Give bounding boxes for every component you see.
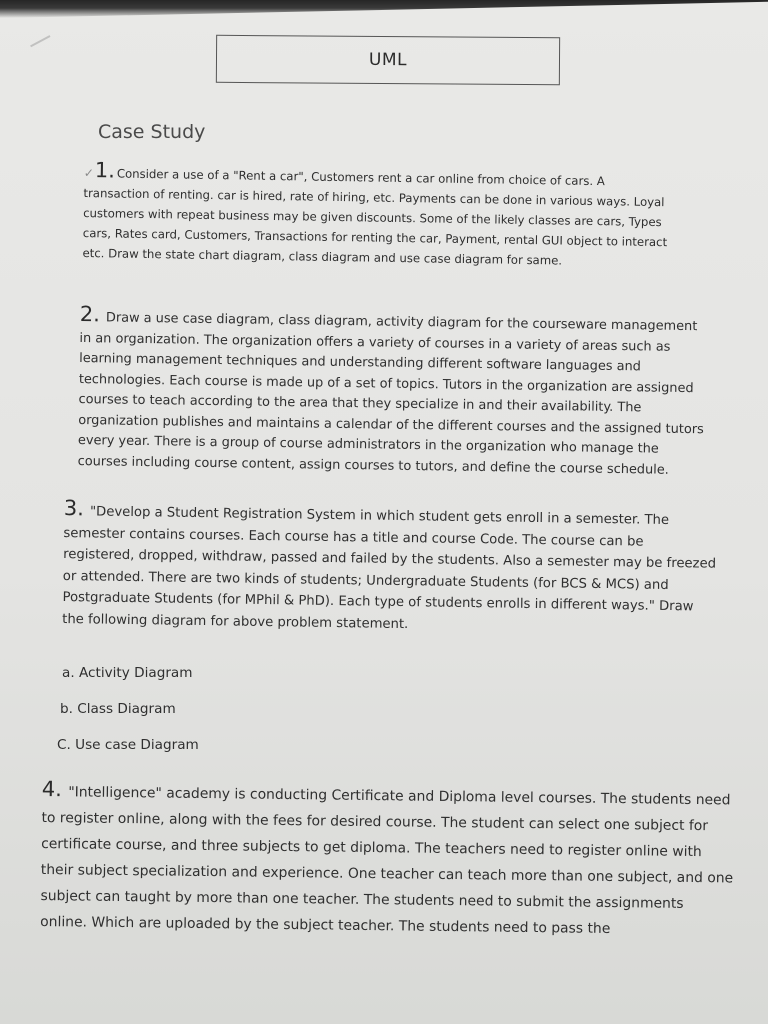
document-title: UML [368,49,408,71]
question-number: 3. [63,496,85,521]
list-item: b. Class Diagram [60,701,176,717]
question-4 [40,776,736,943]
question-2 [78,304,706,481]
checkmark-icon: ✓ [83,165,94,181]
list-item: a. Activity Diagram [62,665,193,681]
question-text: Consider a use of a "Rent a car", Customers rent a car online from choice of cars. A transaction of renting. car is hired, rate of hiring, etc. Payments can be done in various ways. Loyal customers with repeat business may be given discounts. Some of the likely classes are cars, Types cars, Rates card, Customers, Transactions for renting the car, Payment, rental GUI object to interact etc. Draw the state chart diagram, class diagram and use case diagram for same. [82,166,668,268]
question-1 [82,160,670,272]
question-number: 2. [79,302,101,327]
list-item: C. Use case Diagram [57,737,199,753]
top-edge-shadow [0,0,768,18]
question-number: 4. [41,776,63,802]
question-text: "Develop a Student Registration System in which student gets enroll in a semester. The semester contains courses. Each course has a title and course Code. The course can be registered, dropped, withdraw, passed and failed by the students. Also a semester may be freezed or attended. There are two kinds of students; Undergraduate Students (for BCS & MCS) and Postgraduate Students (for MPhil & PhD). Each type of students enrolls in different ways." Draw the following diagram for above problem statement. [62,504,717,632]
question-text: Draw a use case diagram, class diagram, activity diagram for the courseware management in an organization. The organization offers a variety of courses in a variety of areas such as learning management techniques and understanding different software languages and technologies. Each course is made up of a set of topics. Tutors in the organization are assigned courses to teach according to the area that they specialize in and their availability. The organization publishes and maintains a calendar of the different courses and the assigned tutors every year. There is a group of course administrators in the organization who manage the courses including course content, assign courses to tutors, and define the course schedule. [77,310,704,478]
question-number: 1. [94,158,116,183]
pen-mark [30,35,52,50]
title-box [216,35,560,85]
question-text: "Intelligence" academy is conducting Certificate and Diploma level courses. The students need to register online, along with the fees for desired course. The student can select one subject for certificate course, and three subjects to get diploma. The teachers need to register online with their subject specialization and experience. One teacher can teach more than one subject, and one subject can taught by more than one teacher. The students need to submit the assignments online. Which are uploaded by the subject teacher. The students need to pass the [40,784,734,937]
question-3 [62,498,718,640]
section-heading: Case Study [98,121,206,143]
